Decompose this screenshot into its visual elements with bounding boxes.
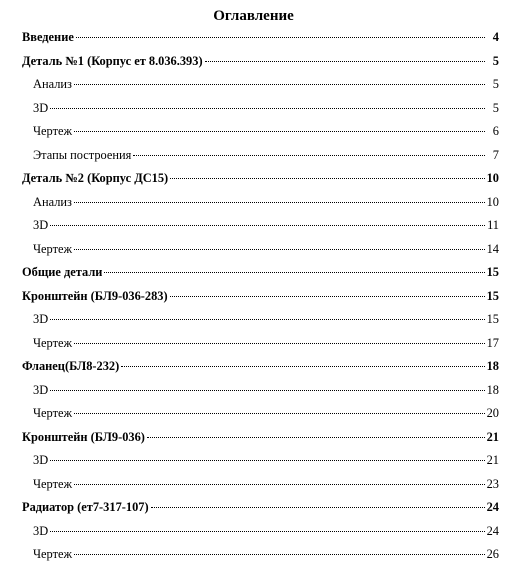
toc-entry-bracket-283[interactable]	[22, 285, 499, 309]
toc-page-number: 18	[486, 382, 499, 397]
page-title: Оглавление	[213, 8, 294, 24]
toc-entry-label: Чертеж	[33, 124, 73, 138]
toc-entry-label: Фланец(БЛ8-232)	[22, 359, 120, 373]
toc-entry-label: Деталь №2 (Корпус ДС15)	[22, 171, 169, 185]
dot-leader	[50, 225, 485, 226]
toc-entry-label: Чертеж	[33, 241, 73, 256]
toc-page-number: 10	[486, 194, 499, 209]
toc-subentry-analysis[interactable]	[22, 73, 499, 97]
dot-leader	[74, 413, 485, 414]
dot-leader	[104, 272, 484, 273]
toc-entry-label: 3D	[33, 382, 49, 397]
toc-entry-label: Деталь №1 (Корпус ет 8.036.393)	[22, 53, 203, 68]
toc-entry-label: Чертеж	[33, 547, 73, 561]
toc-entry-label: 3D	[33, 218, 49, 232]
toc-page-number: 10	[486, 171, 499, 185]
table-of-contents	[22, 26, 499, 567]
toc-page-number: 24	[486, 523, 499, 538]
toc-page-number: 21	[486, 429, 499, 444]
toc-subentry-analysis[interactable]	[22, 191, 499, 215]
toc-subentry-drawing[interactable]	[22, 402, 499, 426]
toc-entry-label: Этапы построения	[33, 147, 132, 162]
dot-leader	[74, 343, 485, 344]
toc-subentry-3d[interactable]	[22, 97, 499, 121]
toc-entry-radiator[interactable]	[22, 496, 499, 520]
toc-entry-label: Анализ	[33, 77, 72, 91]
dot-leader	[76, 37, 485, 38]
toc-subentry-drawing[interactable]	[22, 238, 499, 262]
toc-entry-label: Введение	[22, 30, 74, 44]
dot-leader	[133, 155, 485, 156]
dot-leader	[50, 319, 484, 320]
toc-page-number: 15	[486, 265, 499, 279]
toc-entry-label: 3D	[33, 312, 49, 326]
dot-leader	[74, 131, 485, 132]
toc-page-number: 23	[486, 476, 499, 491]
toc-page-number: 14	[486, 241, 499, 256]
toc-page-number: 26	[486, 547, 499, 561]
dot-leader	[74, 202, 485, 203]
dot-leader	[74, 249, 485, 250]
toc-entry-label: 3D	[33, 100, 49, 115]
toc-page-number: 21	[486, 453, 499, 467]
toc-entry-label: Общие детали	[22, 265, 103, 279]
dot-leader	[50, 390, 484, 391]
dot-leader	[74, 84, 485, 85]
dot-leader	[50, 460, 484, 461]
toc-page-number: 17	[486, 335, 499, 350]
toc-entry-label: Кронштейн (БЛ9-036-283)	[22, 288, 168, 303]
dot-leader	[74, 484, 485, 485]
dot-leader	[170, 296, 485, 297]
toc-page-number: 5	[492, 100, 499, 115]
toc-page-number: 15	[486, 312, 499, 326]
toc-entry-flange[interactable]	[22, 355, 499, 379]
dot-leader	[74, 554, 485, 555]
toc-page-number: 6	[492, 124, 499, 138]
toc-subentry-drawing[interactable]	[22, 332, 499, 356]
toc-entry-bracket-036[interactable]	[22, 426, 499, 450]
toc-entry-label: 3D	[33, 453, 49, 467]
toc-page-number: 7	[492, 147, 499, 162]
toc-entry-label: Радиатор (ет7-317-107)	[22, 500, 149, 514]
toc-subentry-3d[interactable]	[22, 449, 499, 473]
toc-page-number: 20	[486, 406, 499, 420]
toc-page-number: 11	[487, 218, 499, 232]
dot-leader	[205, 61, 485, 62]
toc-page-number: 18	[486, 359, 499, 373]
toc-subentry-drawing[interactable]	[22, 473, 499, 497]
toc-entry-introduction[interactable]	[22, 26, 499, 50]
toc-entry-label: Чертеж	[33, 406, 73, 420]
dot-leader	[147, 437, 485, 438]
toc-entry-label: 3D	[33, 523, 49, 538]
dot-leader	[50, 531, 484, 532]
toc-subentry-3d[interactable]	[22, 520, 499, 544]
toc-page-number: 4	[492, 30, 499, 44]
toc-subentry-3d[interactable]	[22, 379, 499, 403]
toc-entry-label: Чертеж	[33, 335, 73, 350]
dot-leader	[151, 507, 485, 508]
toc-entry-common-parts[interactable]	[22, 261, 499, 285]
toc-page-number: 5	[492, 77, 499, 91]
toc-entry-label: Анализ	[33, 194, 72, 209]
toc-entry-label: Чертеж	[33, 476, 73, 491]
toc-subentry-drawing[interactable]	[22, 543, 499, 567]
toc-subentry-drawing[interactable]	[22, 120, 499, 144]
dot-leader	[50, 108, 485, 109]
toc-entry-part-1[interactable]	[22, 50, 499, 74]
toc-subentry-build-stages[interactable]	[22, 144, 499, 168]
toc-subentry-3d[interactable]	[22, 214, 499, 238]
toc-entry-label: Кронштейн (БЛ9-036)	[22, 429, 145, 444]
toc-entry-part-2[interactable]	[22, 167, 499, 191]
dot-leader	[121, 366, 484, 367]
toc-page-number: 24	[486, 500, 499, 514]
toc-subentry-3d[interactable]	[22, 308, 499, 332]
dot-leader	[170, 178, 484, 179]
toc-page-number: 5	[492, 53, 499, 68]
toc-page-number: 15	[486, 288, 499, 303]
